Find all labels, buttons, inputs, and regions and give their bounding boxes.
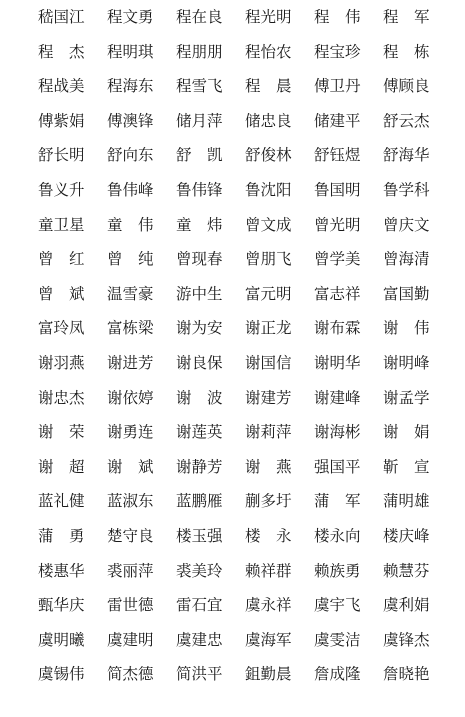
name-entry: 詹成隆	[314, 665, 361, 684]
name-entry: 虞雯洁	[314, 630, 361, 649]
name-entry: 程朋朋	[176, 42, 223, 61]
name-entry: 舒俊林	[245, 146, 292, 165]
name-entry: 舒向东	[107, 146, 154, 165]
name-entry: 楼 永	[245, 526, 292, 545]
name-entry: 谢勇连	[107, 423, 154, 442]
name-entry: 程明琪	[107, 42, 154, 61]
name-entry: 程 伟	[314, 8, 361, 26]
name-entry: 谢布霖	[314, 319, 361, 338]
name-entry: 蒲 军	[314, 492, 361, 511]
name-entry: 曾光明	[314, 215, 361, 234]
name-entry: 雷世德	[107, 596, 154, 615]
name-entry: 裘美玲	[176, 561, 223, 580]
name-entry: 蓝礼健	[38, 492, 85, 511]
name-entry: 舒 凯	[176, 146, 223, 165]
name-entry: 曾 斌	[38, 284, 85, 303]
name-entry: 谢明华	[314, 353, 361, 372]
name-entry: 曾 红	[38, 250, 85, 269]
name-entry: 谢 燕	[245, 457, 292, 476]
name-entry: 楚守良	[107, 526, 154, 545]
name-entry: 舒钰煜	[314, 146, 361, 165]
name-entry: 虞建明	[107, 630, 154, 649]
name-entry: 曾海清	[383, 250, 430, 269]
name-entry: 舒海华	[383, 146, 430, 165]
name-entry: 简杰德	[107, 665, 154, 684]
name-entry: 裘丽萍	[107, 561, 154, 580]
name-entry: 曾文成	[245, 215, 292, 234]
name-entry: 谢 荣	[38, 423, 85, 442]
name-entry: 蒲 勇	[38, 526, 85, 545]
name-entry: 傅顾良	[383, 77, 430, 96]
name-entry: 虞建忠	[176, 630, 223, 649]
name-entry: 曾学美	[314, 250, 361, 269]
name-entry: 谢忠杰	[38, 388, 85, 407]
name-entry: 曾庆文	[383, 215, 430, 234]
name-entry: 谢明峰	[383, 353, 430, 372]
name-entry: 程战美	[38, 77, 85, 96]
name-entry: 谢 超	[38, 457, 85, 476]
name-entry: 富栋梁	[107, 319, 154, 338]
name-entry: 舒云杰	[383, 111, 430, 130]
name-entry: 程 晨	[245, 77, 292, 96]
name-entry: 谢良保	[176, 353, 223, 372]
name-entry: 鲁学科	[383, 180, 430, 199]
name-entry: 程 杰	[38, 42, 85, 61]
name-entry: 詹晓艳	[383, 665, 430, 684]
name-entry: 蓝淑东	[107, 492, 154, 511]
name-entry: 程在良	[176, 8, 223, 26]
name-entry: 谢建芳	[245, 388, 292, 407]
name-entry: 富玲凤	[38, 319, 85, 338]
name-entry: 程雪飞	[176, 77, 223, 96]
name-entry: 谢 伟	[383, 319, 430, 338]
name-entry: 谢 波	[176, 388, 223, 407]
name-entry: 程光明	[245, 8, 292, 26]
name-entry: 谢进芳	[107, 353, 154, 372]
name-entry: 鲁义升	[38, 180, 85, 199]
name-entry: 蒲明雄	[383, 492, 430, 511]
name-entry: 虞锡伟	[38, 665, 85, 684]
name-entry: 储建平	[314, 111, 361, 130]
name-entry: 赖慧芬	[383, 561, 430, 580]
name-entry: 鲁沈阳	[245, 180, 292, 199]
name-entry: 储忠良	[245, 111, 292, 130]
name-entry: 程文勇	[107, 8, 154, 26]
name-entry: 童 炜	[176, 215, 223, 234]
name-entry: 程怡农	[245, 42, 292, 61]
name-entry: 谢莲英	[176, 423, 223, 442]
name-entry: 童 伟	[107, 215, 154, 234]
name-entry: 靳 宣	[383, 457, 430, 476]
name-entry: 程海东	[107, 77, 154, 96]
name-entry: 傅澳锋	[107, 111, 154, 130]
name-entry: 强国平	[314, 457, 361, 476]
name-entry: 程 栋	[383, 42, 430, 61]
name-entry: 富元明	[245, 284, 292, 303]
name-entry: 鉏勤晨	[245, 665, 292, 684]
name-entry: 虞永祥	[245, 596, 292, 615]
name-entry: 嵇国江	[38, 8, 85, 26]
name-entry: 谢 斌	[107, 457, 154, 476]
name-entry: 傅紫娟	[38, 111, 85, 130]
name-entry: 楼永向	[314, 526, 361, 545]
name-entry: 谢依婷	[107, 388, 154, 407]
name-entry: 虞明曦	[38, 630, 85, 649]
name-entry: 曾朋飞	[245, 250, 292, 269]
name-entry: 鲁伟锋	[176, 180, 223, 199]
name-entry: 富国勤	[383, 284, 430, 303]
name-entry: 谢 娟	[383, 423, 430, 442]
name-entry: 谢羽燕	[38, 353, 85, 372]
name-entry: 蒯多圩	[245, 492, 292, 511]
name-entry: 程 军	[383, 8, 430, 26]
name-entry: 温雪豪	[107, 284, 154, 303]
name-entry: 楼玉强	[176, 526, 223, 545]
name-entry: 曾现春	[176, 250, 223, 269]
name-entry: 舒长明	[38, 146, 85, 165]
name-entry: 虞宇飞	[314, 596, 361, 615]
name-entry: 谢静芳	[176, 457, 223, 476]
name-entry: 谢为安	[176, 319, 223, 338]
name-entry: 鲁国明	[314, 180, 361, 199]
name-entry: 富志祥	[314, 284, 361, 303]
name-entry: 谢正龙	[245, 319, 292, 338]
name-entry: 鲁伟峰	[107, 180, 154, 199]
name-entry: 游中生	[176, 284, 223, 303]
name-entry: 甄华庆	[38, 596, 85, 615]
name-entry: 虞利娟	[383, 596, 430, 615]
name-entry: 虞海军	[245, 630, 292, 649]
name-entry: 虞锋杰	[383, 630, 430, 649]
name-entry: 谢建峰	[314, 388, 361, 407]
name-entry: 蓝鹏雁	[176, 492, 223, 511]
name-entry: 程宝珍	[314, 42, 361, 61]
name-entry: 赖族勇	[314, 561, 361, 580]
name-entry: 储月萍	[176, 111, 223, 130]
name-entry: 谢莉萍	[245, 423, 292, 442]
name-entry: 谢国信	[245, 353, 292, 372]
name-entry: 谢孟学	[383, 388, 430, 407]
name-entry: 童卫星	[38, 215, 85, 234]
name-entry: 雷石宜	[176, 596, 223, 615]
name-entry: 曾 纯	[107, 250, 154, 269]
name-entry: 傅卫丹	[314, 77, 361, 96]
name-entry: 楼庆峰	[383, 526, 430, 545]
name-grid	[38, 7, 452, 699]
name-entry: 谢海彬	[314, 423, 361, 442]
name-entry: 赖祥群	[245, 561, 292, 580]
name-entry: 楼惠华	[38, 561, 85, 580]
name-entry: 简洪平	[176, 665, 223, 684]
